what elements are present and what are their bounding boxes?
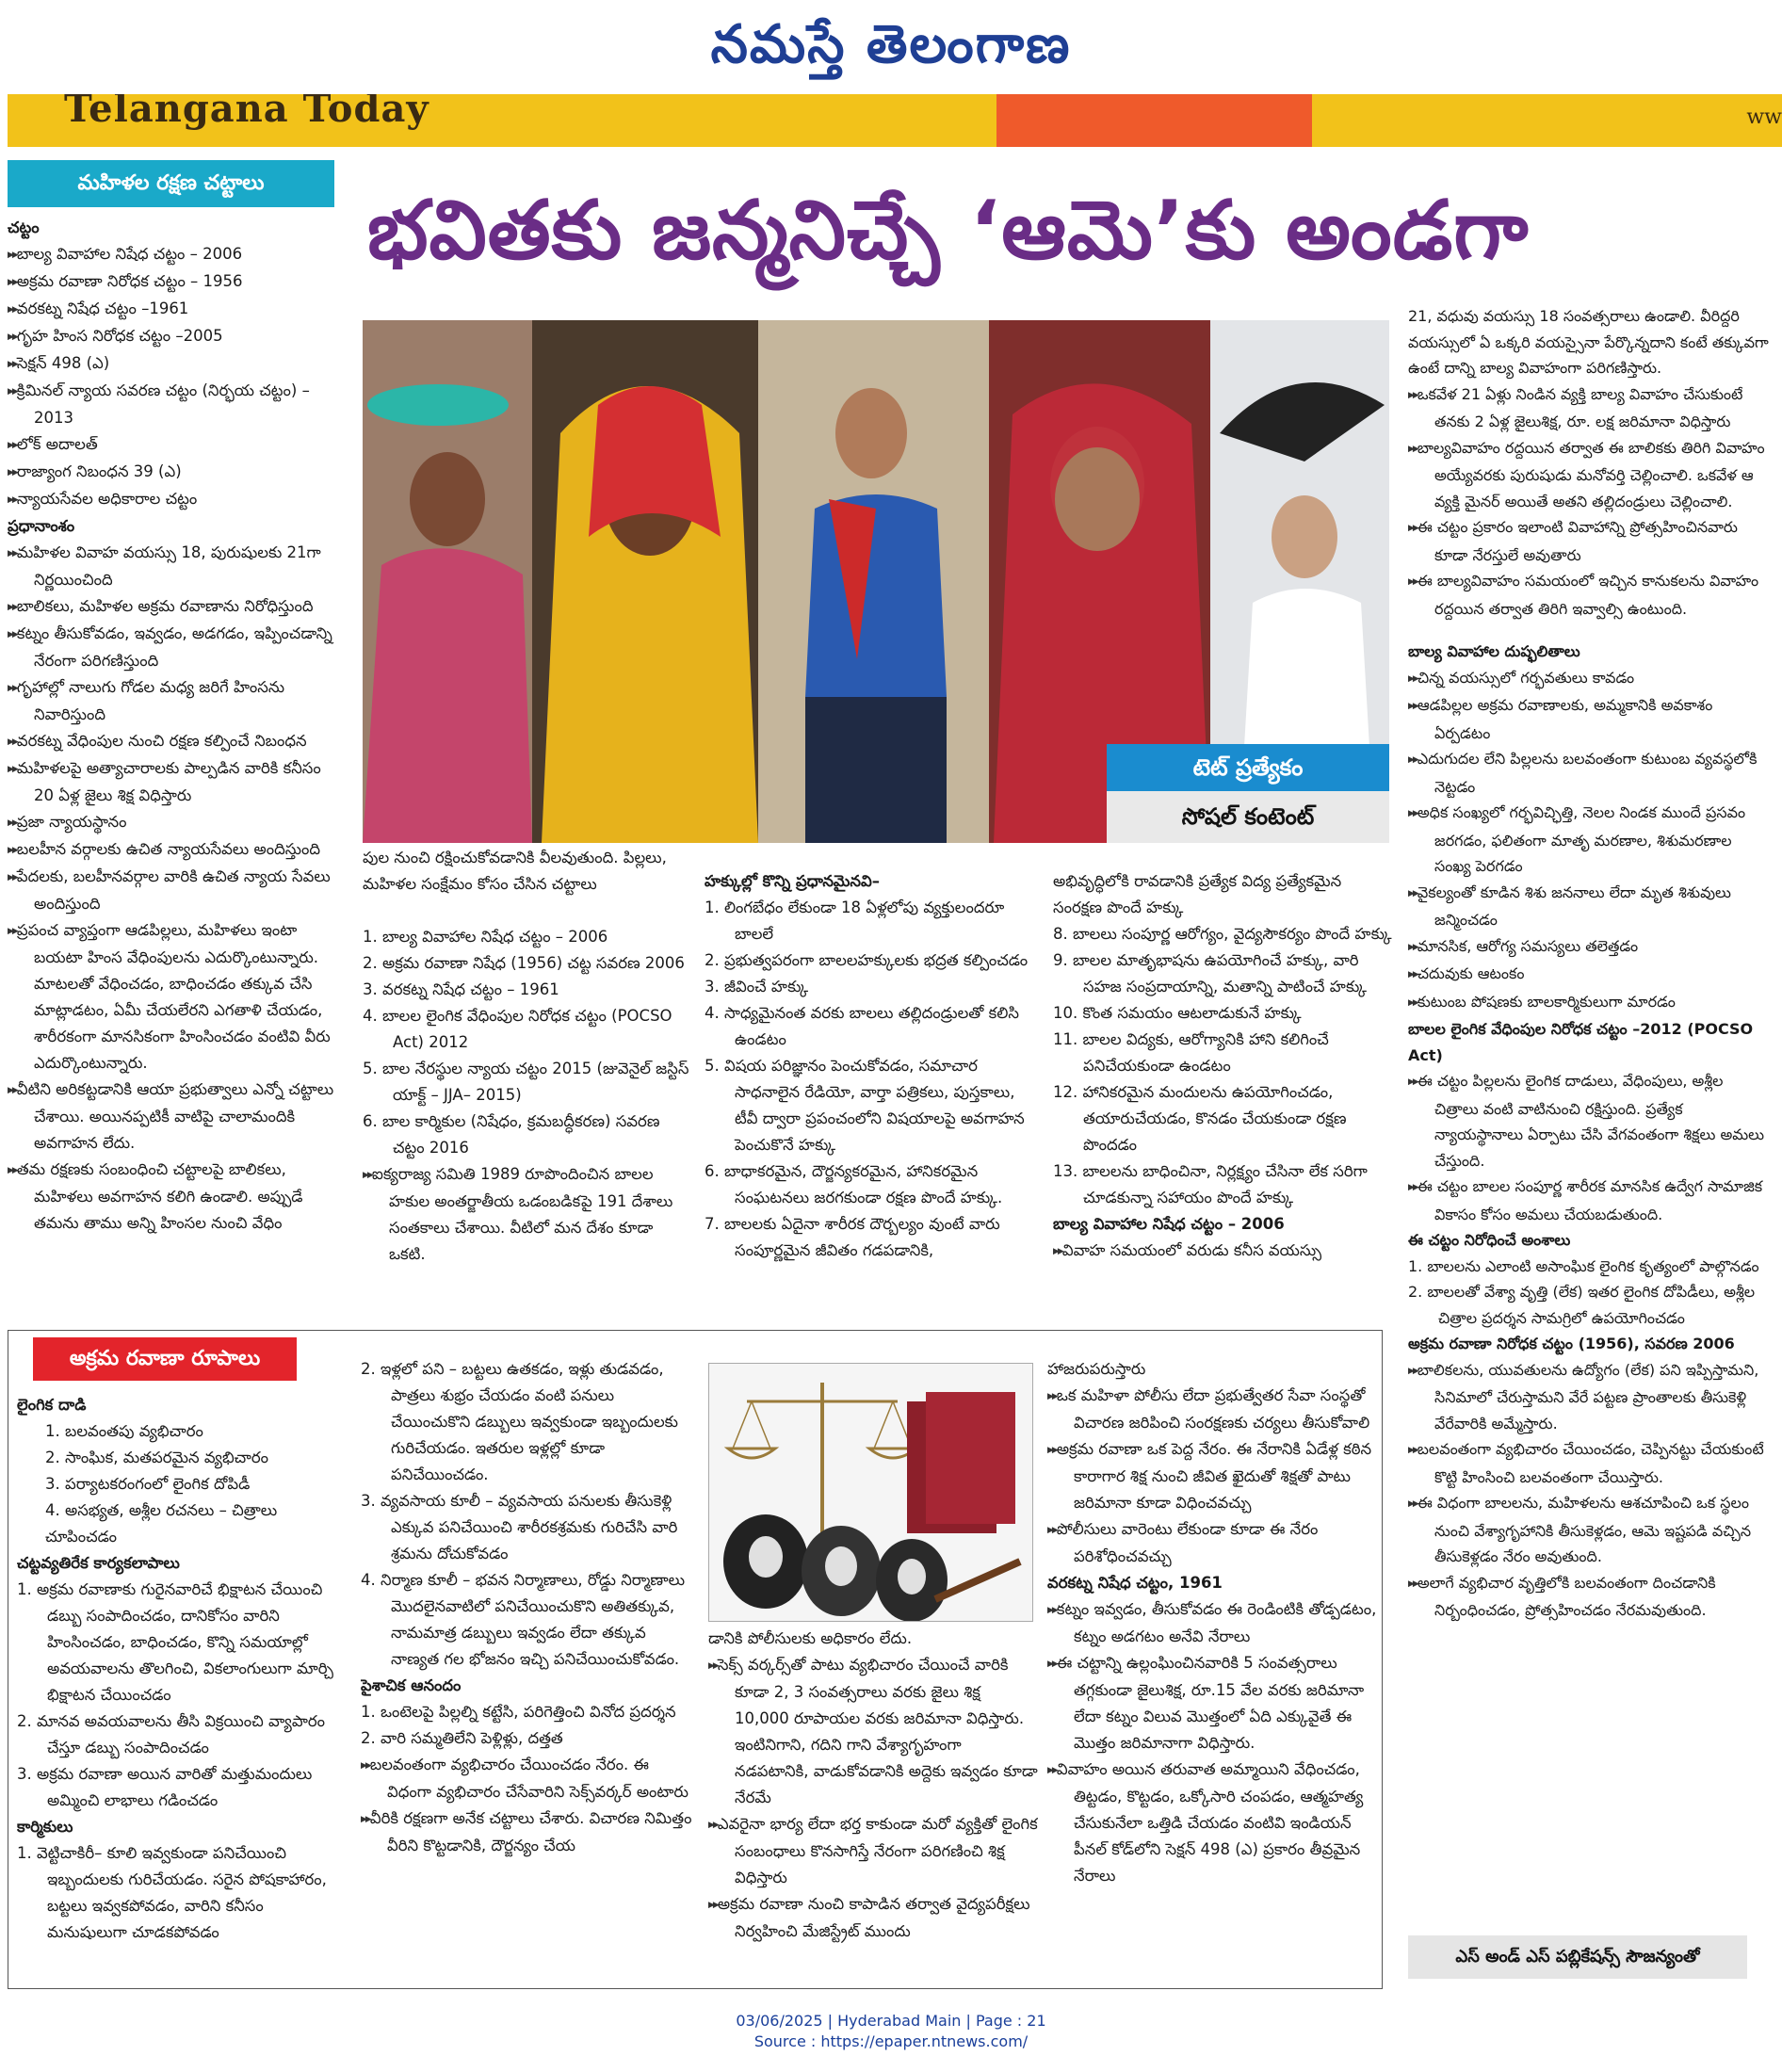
banner-left-text: Telangana Today (64, 94, 429, 131)
banner-center-block (996, 94, 1312, 147)
list-item: 2. బాలలతో వేశ్యా వృత్తి (లేక) ఇతర లైంగిక దోపిడీలు, అశ్లీల చిత్రాల ప్రదర్శన సామగ్రిలో ఉపయోగించడం (1408, 1283, 1756, 1327)
article-column-2 (363, 845, 692, 1320)
column-intro: హాజరుపరుస్తారు (1047, 1360, 1146, 1378)
list-item: ▶▶ బలవంతంగా వ్యభిచారం చేయించడం నేరం. ఈ విధంగా వ్యభిచారం చేసేవారిని సెక్స్‌వర్కర్ అంటారు (361, 1752, 695, 1805)
list-item: 2. వారి సమ్మతిలేని పెళ్లిళ్లు, దత్తత (361, 1729, 563, 1747)
section-heading: బాల్య వివాహాల నిషేధ చట్టం – 2006 (1053, 1215, 1285, 1233)
list-item: 2. అక్రమ రవాణా నిషేధ (1956) చట్ట సవరణ 2006 (363, 954, 685, 972)
list-item: 9. బాలల మాతృభాషను ఉపయోగించే హక్కు, వారి సహజ సంప్రదాయాన్ని, మతాన్ని పాటించే హక్కు (1053, 951, 1368, 996)
list-item: ▶▶ చదువుకు ఆటంకం (1408, 961, 1771, 989)
badge-line-2: సోషల్ కంటెంట్ (1107, 791, 1389, 843)
list-item: 4. బాలల లైంగిక వేధింపుల నిరోధక చట్టం (POCSO Act) 2012 (363, 1007, 672, 1051)
lower-column-1 (17, 1392, 347, 1985)
list-item: ▶▶ ఎదుగుదల లేని పిల్లలను బలవంతంగా కుటుంబ వ్యవస్థలోకి నెట్టడం (1408, 746, 1771, 800)
list-item: 5. విషయ పరిజ్ఞానం పెంచుకోవడం, సమాచార సాధనాలైన రేడియో, వార్తా పత్రికలు, పుస్తకాలు, టీవీ ద్వారా ప్రపంచంలోని విషయాలపై అవగాహన పెంచుకొనే హక్కు (705, 1057, 1025, 1154)
list-item: ▶▶ అలాగే వ్యభిచార వృత్తిలోకి బలవంతంగా దించడానికి నిర్బంధించడం, ప్రోత్సహించడం నేరమవుతుంది. (1408, 1570, 1771, 1624)
banner-strip (8, 94, 1782, 147)
list-item: ▶▶ అక్రమ రవాణా ఒక పెద్ద నేరం. ఈ నేరానికి ఏడేళ్ల కఠిన కారాగార శిక్ష నుంచి జీవిత ఖైదుతో శిక్షతో పాటు జరిమానా కూడా విధించవచ్చు (1047, 1436, 1377, 1516)
list-item: ▶▶ కట్నం ఇవ్వడం, తీసుకోవడం ఈ రెండింటికి తోడ్పడటం, కట్నం అడగటం అనేవి నేరాలు (1047, 1596, 1377, 1650)
list-item: ▶▶ సెక్షన్ 498 (ఎ) (8, 350, 337, 378)
list-item: ▶▶ బాల్యవివాహం రద్దయిన తర్వాత ఈ బాలికకు తిరిగి వివాహం అయ్యేవరకు పురుషుడు మనోవర్తి చెల్లించాలి. ఒకవేళ ఆ వ్యక్తి మైనర్ అయితే అతని తల్లిదండ్రులు చెల్లించాలి. (1408, 435, 1771, 515)
banner-right-text: ww (1746, 105, 1782, 129)
list-item: 1. బాలలను ఎలాంటి అసాంఘిక లైంగిక కృత్యంలో పాల్గొనడం (1408, 1256, 1759, 1275)
lower-column-2 (361, 1356, 695, 1985)
list-item: ▶▶ రాజ్యాంగ నిబంధన 39 (ఎ) (8, 459, 337, 486)
list-item: ▶▶ ఈ చట్టం పిల్లలను లైంగిక దాడులు, వేధింపులు, అశ్లీల చిత్రాలు వంటి వాటినుంచి రక్షిస్తుంది. ప్రత్యేక న్యాయస్థానాలు ఏర్పాటు చేసి వేగవంతంగా శిక్షలు అమలు చేస్తుంది. (1408, 1068, 1771, 1174)
list-item: ▶▶ కుటుంబ పోషణకు బాలకార్మికులుగా మారడం (1408, 989, 1771, 1017)
section-heading: చట్టం (8, 219, 40, 236)
list-item: ▶▶ సెక్స్ వర్కర్స్‌తో పాటు వ్యభిచారం చేయించే వారికి కూడా 2, 3 సంవత్సరాలు వరకు జైలు శిక్ష 10,000 రూపాయల వరకు జరిమానా విధిస్తారు. ఇంటినిగాని, గదిని గాని వేశ్యాగృహంగా నడపటానికి, వాడుకోవడానికి అద్దెకు ఇవ్వడం కూడా నేరమే (708, 1652, 1038, 1811)
column-intro: అభివృద్ధిలోకి రావడానికి ప్రత్యేక విద్య ప్రత్యేకమైన సంరక్షణ పొందే హక్కు (1053, 872, 1342, 916)
list-item: 12. హానికరమైన మందులను ఉపయోగించడం, తయారుచేయడం, కొనడం చేయకుండా రక్షణ పొందడం (1053, 1083, 1347, 1154)
list-item: ▶▶ ఈ చట్టం ప్రకారం ఇలాంటి వివాహాన్ని ప్రోత్సహించినవారు కూడా నేరస్తులే అవుతారు (1408, 514, 1771, 568)
section-heading: లైంగిక దాడి (17, 1396, 87, 1414)
publisher-credit: ఎస్ అండ్ ఎస్ పబ్లికేషన్స్ సౌజన్యంతో (1408, 1935, 1747, 1979)
list-item: 1. బాల్య వివాహాల నిషేధ చట్టం – 2006 (363, 928, 608, 946)
list-item: ▶▶ లోక్ అదాలత్ (8, 431, 337, 459)
list-item: ▶▶ మహిళల వివాహ వయస్సు 18, పురుషులకు 21గా నిర్ణయించింది (8, 540, 337, 593)
list-item: 4. అసభ్యత, అశ్లీల రచనలు – చిత్రాలు చూపించడం (45, 1501, 278, 1546)
masthead-logo: నమస్తే తెలంగాణ (710, 14, 1072, 75)
list-item: ▶▶ తమ రక్షణకు సంబంధించి చట్టాలపై బాలికలు, మహిళలు అవగాహన కలిగి ఉండాలి. అప్పుడే తమను తాము అన్ని హింసల నుంచి వేధిం (8, 1157, 337, 1237)
section-heading: అక్రమ రవాణా నిరోధక చట్టం (1956), సవరణ 2006 (1408, 1335, 1735, 1352)
list-item: 6. బాధాకరమైన, దౌర్జన్యకరమైన, హానికరమైన సంఘటనలు జరగకుండా రక్షణ పొందే హక్కు. (705, 1162, 1003, 1206)
list-item: ▶▶ వివాహం అయిన తరువాత అమ్మాయిని వేధించడం, తిట్టడం, కొట్టడం, ఒక్కోసారి చంపడం, ఆత్మహత్య చేసుకునేలా ఒత్తిడి చేయడం వంటివి ఇండియన్ పీనల్ కోడ్‌లోని సెక్షన్ 498 (ఎ) ప్రకారం తీవ్రమైన నేరాలు (1047, 1756, 1377, 1889)
list-item: ▶▶ ప్రజా న్యాయస్థానం (8, 809, 337, 836)
list-item: ▶▶ ఈ చట్టాన్ని ఉల్లంఘించినవారికి 5 సంవత్సరాలు తగ్గకుండా జైలుశిక్ష, రూ.15 వేల వరకు జరిమానా లేదా కట్నం విలువ మొత్తంలో ఏది ఎక్కువైతే ఈ మొత్తం జరిమానాగా విధిస్తారు. (1047, 1650, 1377, 1756)
article-column-4 (1053, 868, 1392, 1320)
list-item: ▶▶ బలవంతంగా వ్యభిచారం చేయించడం, చెప్పినట్టు చేయకుంటే కొట్టి హింసించి బలవంతంగా చేయిస్తారు. (1408, 1436, 1771, 1490)
list-item: ▶▶ అధిక సంఖ్యలో గర్భవిచ్ఛిత్తి, నెలల నిండక ముందే ప్రసవం జరగడం, ఫలితంగా మాతృ మరణాల, శిశుమరణాల సంఖ్య పెరగడం (1408, 800, 1771, 880)
list-item: 4. సాధ్యమైనంత వరకు బాలలు తల్లిదండ్రులతో కలిసి ఉండటం (705, 1004, 1019, 1048)
list-item: 1. అక్రమ రవాణాకు గురైనవారిచే భిక్షాటన చేయించి డబ్బు సంపాదించడం, దానికోసం వారిని హింసించడం, బాధించడం, కొన్ని సమయాల్లో అవయవాలను తొలగించి, వికలాంగులుగా మార్చి భిక్షాటన చేయించడం (17, 1580, 333, 1704)
list-item: 2. ప్రభుత్వపరంగా బాలలహక్కులకు భద్రత కల్పించడం (705, 951, 1029, 969)
list-item: 3. జీవించే హక్కు (705, 978, 809, 996)
list-item: ▶▶ వీటిని అరికట్టడానికి ఆయా ప్రభుత్వాలు ఎన్నో చట్టాలు చేశాయి. అయినప్పటికీ వాటిపై చాలామందికి అవగాహన లేదు. (8, 1076, 337, 1157)
list-item: ▶▶ వరకట్న నిషేధ చట్టం –1961 (8, 296, 337, 323)
list-item: ▶▶ అక్రమ రవాణా నుంచి కాపాడిన తర్వాత వైద్యపరీక్షలు నిర్వహించి మేజిస్ట్రేట్ ముందు (708, 1891, 1038, 1945)
list-item: ▶▶ బాలికలను, యువతులను ఉద్యోగం (లేక) పని ఇప్పిస్తామని, సినిమాలో చేరుస్తామని వేరే పట్టణ ప్రాంతాలకు తీసుకెళ్లి వేరేవారికి అమ్మేస్తారు. (1408, 1357, 1771, 1437)
list-item: ▶▶ ఈ బాల్యవివాహం సమయంలో ఇచ్చిన కానుకలను వివాహం రద్దయిన తర్వాత తిరిగి ఇవ్వాల్సి ఉంటుంది. (1408, 568, 1771, 622)
list-item: ▶▶ ఒక మహిళా పోలీసు లేదా ప్రభుత్వేతర సేవా సంస్థతో విచారణ జరిపించి సంరక్షణకు చర్యలు తీసుకోవాలి (1047, 1383, 1377, 1436)
lower-column-3 (708, 1626, 1038, 1985)
scales-of-justice-icon (709, 1364, 1033, 1622)
list-item: ▶▶ అక్రమ రవాణా నిరోధక చట్టం – 1956 (8, 268, 337, 296)
list-item: 6. బాల కార్మికుల (నిషేధం, క్రమబద్ధీకరణ) సవరణ చట్టం 2016 (363, 1112, 660, 1157)
list-item: 2. ఇళ్లలో పని – బట్టలు ఉతకడం, ఇళ్లు తుడవడం, పాత్రలు శుభ్రం చేయడం వంటి పనులు చేయించుకొని డబ్బులు ఇవ్వకుండా ఇబ్బందులకు గురిచేయడం. ఇతరుల ఇళ్లల్లో కూడా పనిచేయించడం. (361, 1360, 678, 1483)
list-item: 3. పర్యాటకరంగంలో లైంగిక దోపిడీ (45, 1475, 251, 1493)
list-item: ▶▶ చిన్న వయస్సులో గర్భవతులు కావడం (1408, 665, 1771, 693)
list-item: ▶▶ న్యాయసేవల అధికారాల చట్టం (8, 486, 337, 513)
list-item: 4. నిర్మాణ కూలీ – భవన నిర్మాణాలు, రోడ్డు నిర్మాణాలు మొదలైనవాటిలో పనిచేయించుకొని అతితక్కువ, నామమాత్ర డబ్బులు ఇవ్వడం లేదా తక్కువ నాణ్యత గల భోజనం ఇచ్చి పనిచేయించుకోవడం. (361, 1571, 686, 1668)
list-item: ▶▶ గృహ హింస నిరోధక చట్టం –2005 (8, 323, 337, 350)
sidebar-column (8, 215, 337, 1322)
list-item: 5. బాల నేరస్థుల న్యాయ చట్టం 2015 (జువెనైల్ జస్టిస్ యాక్ట్ – JJA– 2015) (363, 1060, 689, 1104)
list-item: 13. బాలలను బాధించినా, నిర్లక్ష్యం చేసినా లేక సరిగా చూడకున్నా సహాయం పొందే హక్కు (1053, 1162, 1368, 1206)
list-item: ▶▶ వైకల్యంతో కూడిన శిశు జననాలు లేదా మృత శిశువులు జన్మించడం (1408, 880, 1771, 933)
laws-for-women-illustration (708, 1363, 1033, 1622)
article-column-3 (705, 868, 1039, 1320)
list-item: 21, వధువు వయస్సు 18 సంవత్సరాలు ఉండాలి. వీరిద్దరి వయస్సులో ఏ ఒక్కరి వయస్సైనా పేర్కొన్నదాని కంటే తక్కువగా ఉంటే దాన్ని బాల్య వివాహంగా పరిగణిస్తారు. (1408, 307, 1769, 377)
list-item: ▶▶ ఈ చట్టం బాలల సంపూర్ణ శారీరక మానసిక ఉద్వేగ సామాజిక వికాసం కోసం అమలు చేయబడుతుంది. (1408, 1174, 1771, 1227)
column-intro: పుల నుంచి రక్షించుకోవడానికి వీలవుతుంది. పిల్లలు, మహిళల సంక్షేమం కోసం చేసిన చట్టాలు (363, 849, 667, 893)
list-item: 1. వెట్టిచాకిరీ– కూలి ఇవ్వకుండా పనిచేయించి ఇబ్బందులకు గురిచేయడం. సరైన పోషకాహారం, బట్టలు ఇవ్వకపోవడం, వారిని కనీసం మనుషులుగా చూడకపోవడం (17, 1844, 327, 1941)
list-item: ▶▶ వరకట్న వేధింపుల నుంచి రక్షణ కల్పించే నిబంధన (8, 728, 337, 755)
footer-source-link[interactable]: Source : https://epaper.ntnews.com/ (753, 2032, 1029, 2050)
list-item: 1. బలవంతపు వ్యభిచారం (45, 1422, 203, 1440)
list-item: 11. బాలల విద్యకు, ఆరోగ్యానికి హాని కలిగించే పనిచేయకుండా ఉండటం (1053, 1030, 1329, 1075)
lower-column-4 (1047, 1356, 1377, 1985)
list-item: ▶▶ ఒకవేళ 21 ఏళ్లు నిండిన వ్యక్తి బాల్య వివాహం చేసుకుంటే తనకు 2 ఏళ్ల జైలుశిక్ష, రూ. లక్ష జరిమానా విధిస్తారు (1408, 381, 1771, 435)
section-heading: చట్టవ్యతిరేక కార్యకలాపాలు (17, 1554, 180, 1572)
list-item: ▶▶ బాల్య వివాహాల నిషేధ చట్టం – 2006 (8, 241, 337, 268)
section-heading: కార్మికులు (17, 1818, 73, 1836)
section-heading: ప్రధానాంశం (8, 517, 75, 535)
section-heading: బాలల లైంగిక వేధింపుల నిరోధక చట్టం –2012 (POCSO Act) (1408, 1020, 1754, 1064)
list-item: ▶▶ మానసిక, ఆరోగ్య సమస్యలు తలెత్తడం (1408, 933, 1771, 962)
list-item: 2. సాంఘిక, మతపరమైన వ్యభిచారం (45, 1449, 269, 1466)
list-item: ▶▶ ప్రపంచ వ్యాప్తంగా ఆడపిల్లలు, మహిళలు ఇంటా బయటా హింస వేధింపులను ఎదుర్కొంటున్నారు. మాటలతో వేధించడం, బాధించడం తక్కువ చేసి మాట్లాడటం, ఏమీ చేయలేరని ఎగతాళి చేయడం, శారీరకంగా మానసికంగా హింసించడం వంటివి వీరు ఎదుర్కొంటున్నారు. (8, 917, 337, 1076)
list-item: ▶▶ ఆడపిల్లల అక్రమ రవాణాలకు, అమ్మకానికి అవకాశం ఏర్పడటం (1408, 692, 1771, 746)
section-heading: హక్కుల్లో కొన్ని ప్రధానమైనవి– (705, 872, 880, 890)
article-column-5 (1408, 303, 1771, 1923)
list-item: 3. వ్యవసాయ కూలీ – వ్యవసాయ పనులకు తీసుకెళ్లి ఎక్కువ పనిచేయించి శారీరకశ్రమకు గురిచేసి వారి శ్రమను దోచుకోవడం (361, 1492, 678, 1562)
list-item: 10. కొంత సమయం ఆటలాడుకునే హక్కు (1053, 1004, 1302, 1022)
tet-special-badge (1107, 744, 1389, 843)
list-item: ▶▶ పోలీసులు వారెంటు లేకుండా కూడా ఈ నేరం పరిశోధించవచ్చు (1047, 1516, 1377, 1570)
list-item: 1. లింగబేధం లేకుండా 18 ఏళ్లలోపు వ్యక్తులందరూ బాలలే (705, 898, 1005, 943)
list-item: ▶▶ ఎవరైనా భార్య లేదా భర్త కాకుండా మరో వ్యక్తితో లైంగిక సంబంధాలు కొనసాగిస్తే నేరంగా పరిగణించి శిక్ష విధిస్తారు (708, 1811, 1038, 1891)
list-item: 1. ఒంటెలపై పిల్లల్ని కట్టేసి, పరిగెత్తించి వినోద ప్రదర్శన (361, 1703, 676, 1721)
sidebar-title: మహిళల రక్షణ చట్టాలు (8, 160, 334, 207)
list-item: ▶▶ వివాహ సమయంలో వరుడు కనీస వయస్సు (1053, 1238, 1392, 1265)
section-heading: వరకట్న నిషేధ చట్టం, 1961 (1047, 1574, 1223, 1592)
column-intro: డానికి పోలీసులకు అధికారం లేదు. (708, 1629, 913, 1647)
list-item: 7. బాలలకు ఏదైనా శారీరక దౌర్బల్యం వుంటే వారు సంపూర్ణమైన జీవితం గడపడానికి, (705, 1215, 1000, 1259)
section-heading: ఈ చట్టం నిరోధించే అంశాలు (1408, 1231, 1571, 1249)
page-headline: భవితకు జన్మనిచ్చే ‘ఆమె’కు అండగా (367, 184, 1530, 278)
page-footer (0, 2011, 1782, 2067)
list-item: ▶▶ వీరికి రక్షణగా అనేక చట్టాలు చేశారు. విచారణ నిమిత్తం వీరిని కొట్టడానికి, దౌర్జన్యం చేయ (361, 1805, 695, 1859)
list-item: 8. బాలలు సంపూర్ణ ఆరోగ్యం, వైద్యసౌకర్యం పొందే హక్కు (1053, 925, 1392, 943)
list-item: ▶▶ క్రిమినల్ న్యాయ సవరణ చట్టం (నిర్భయ చట్టం) –2013 (8, 378, 337, 431)
list-item: ▶▶ బాలికలు, మహిళల అక్రమ రవాణాను నిరోధిస్తుంది (8, 593, 337, 621)
footer-date-edition: 03/06/2025 | Hyderabad Main | Page : 21 (736, 2012, 1046, 2030)
list-item: ▶▶ మహిళలపై అత్యాచారాలకు పాల్పడిన వారికి కనీసం 20 ఏళ్ల జైలు శిక్ష విధిస్తారు (8, 755, 337, 809)
list-item: ▶▶ గృహాల్లో నాలుగు గోడల మధ్య జరిగే హింసను నివారిస్తుంది (8, 674, 337, 728)
section-heading: పైశాచిక ఆనందం (361, 1676, 462, 1694)
list-item: ▶▶ ఈ విధంగా బాలలను, మహిళలను ఆశచూపించి ఒక స్థలం నుంచి వేశ్యాగృహానికి తీసుకెళ్లడం, ఆమె ఇష్టపడి వచ్చిన తీసుకెళ్లడం నేరం అవుతుంది. (1408, 1490, 1771, 1570)
trafficking-section-title: అక్రమ రవాణా రూపాలు (33, 1337, 297, 1381)
list-item: ▶▶ కట్నం తీసుకోవడం, ఇవ్వడం, అడగడం, ఇప్పించడాన్ని నేరంగా పరిగణిస్తుంది (8, 621, 337, 674)
list-item: ▶▶ బలహీన వర్గాలకు ఉచిత న్యాయసేవలు అందిస్తుంది (8, 836, 337, 864)
list-item: ▶▶ ఐక్యరాజ్య సమితి 1989 రూపొందించిన బాలల హకుల అంతర్జాతీయ ఒడంబడికపై 191 దేశాలు సంతకాలు చేశాయి. వీటిలో మన దేశం కూడా ఒకటి. (363, 1161, 692, 1268)
list-item: 3. అక్రమ రవాణా అయిన వారితో మత్తుమందులు అమ్మించి లాభాలు గడించడం (17, 1765, 313, 1809)
list-item: 3. వరకట్న నిషేధ చట్టం – 1961 (363, 980, 559, 998)
section-heading: బాల్య వివాహాల దుష్ఫలితాలు (1408, 642, 1580, 660)
list-item: ▶▶ పేదలకు, బలహీనవర్గాల వారికి ఉచిత న్యాయ సేవలు అందిస్తుంది (8, 864, 337, 917)
badge-line-1: టెట్ ప్రత్యేకం (1192, 754, 1304, 781)
list-item: 2. మానవ అవయవాలను తీసి విక్రయించి వ్యాపారం చేస్తూ డబ్బు సంపాదించడం (17, 1712, 326, 1756)
